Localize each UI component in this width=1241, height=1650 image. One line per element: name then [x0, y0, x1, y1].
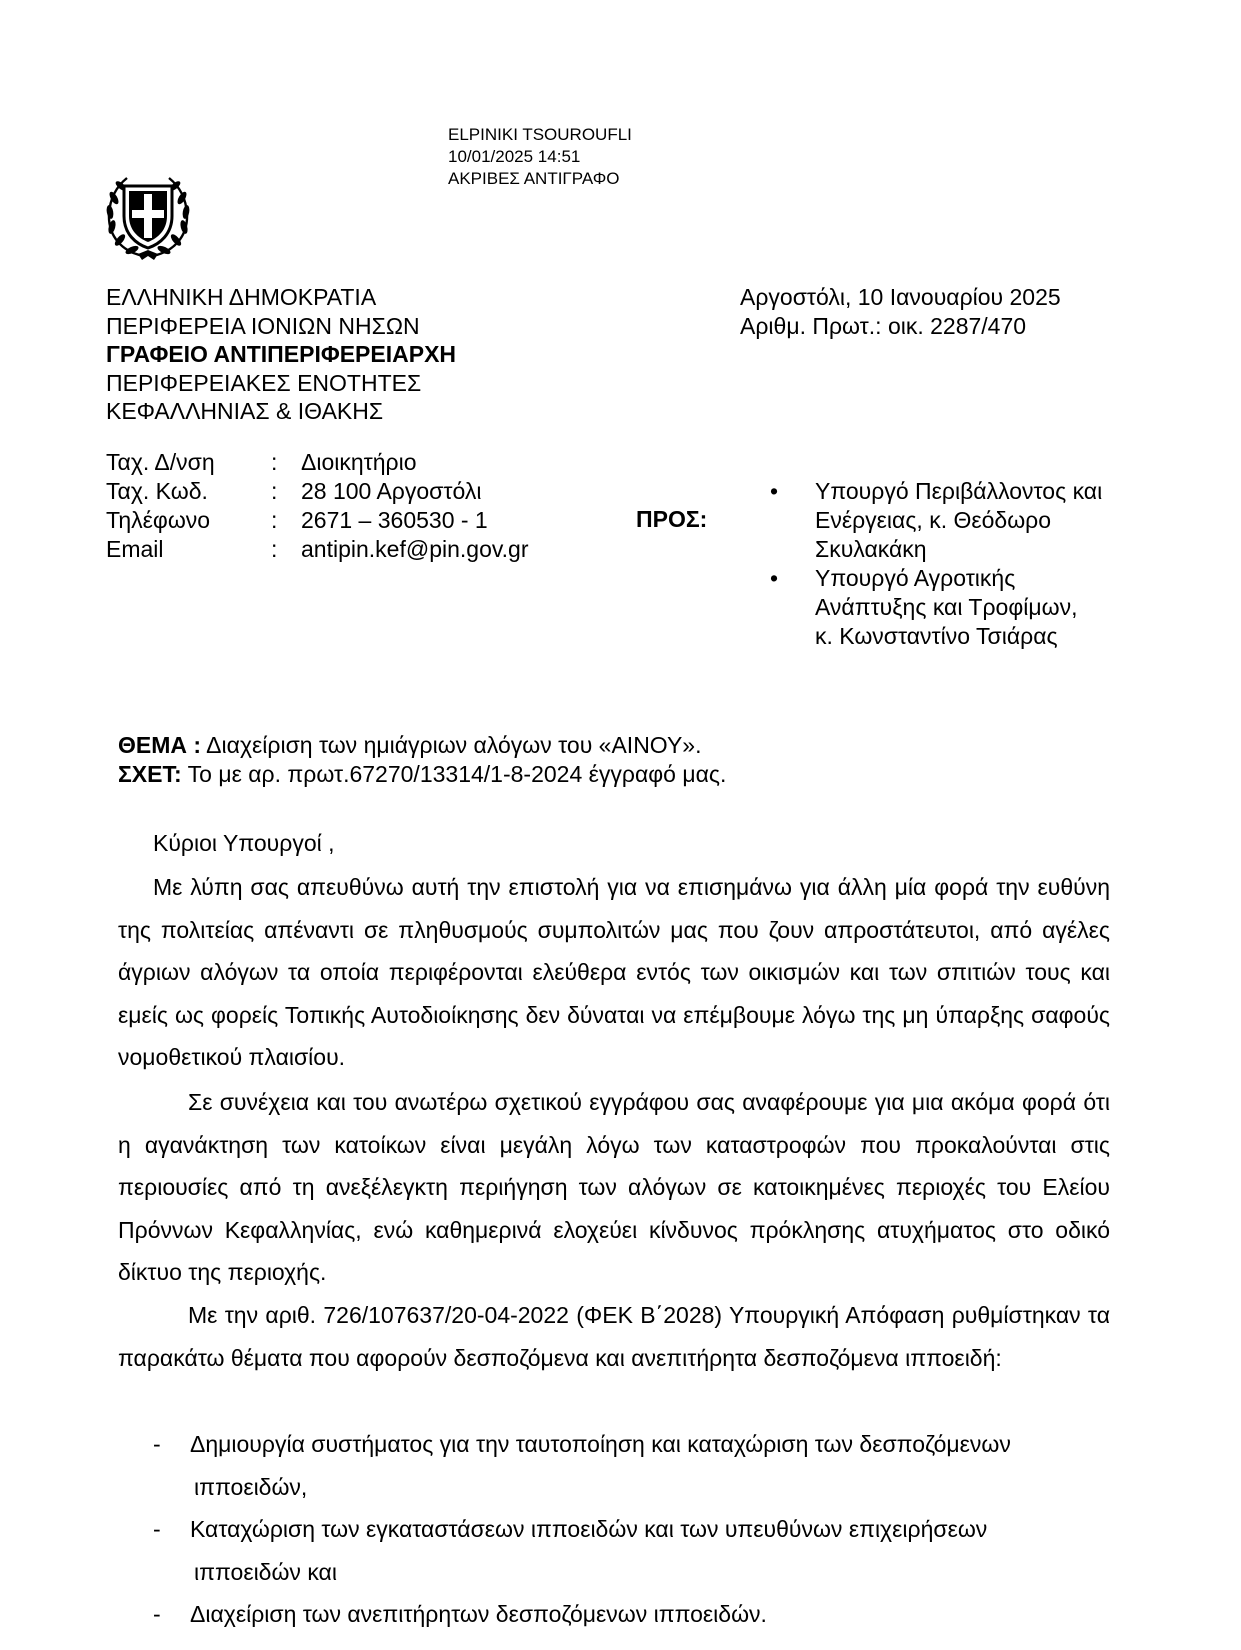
signature-datetime: 10/01/2025 14:51	[448, 147, 581, 166]
issuer-units-names: ΚΕΦΑΛΛΗΝΙΑΣ & ΙΘΑΚΗΣ	[106, 398, 384, 424]
contact-label: Τηλέφωνο	[106, 507, 211, 533]
recipients-label: ΠΡΟΣ:	[636, 506, 708, 532]
issuer-block	[106, 283, 456, 426]
recipient-line: κ. Κωνσταντίνο Τσιάρας	[815, 623, 1058, 649]
contact-email: antipin.kef@pin.gov.gr	[301, 536, 529, 562]
greek-coat-of-arms-icon	[104, 172, 192, 262]
bullet-icon: •	[770, 565, 779, 591]
contact-label: Ταχ. Δ/νση	[106, 449, 215, 475]
issuer-units: ΠΕΡΙΦΕΡΕΙΑΚΕΣ ΕΝΟΤΗΤΕΣ	[106, 369, 422, 396]
reference-line	[118, 760, 726, 789]
bullet-icon: •	[770, 478, 779, 504]
recipient-line: Υπουργό Αγροτικής	[815, 565, 1016, 591]
contact-label: Email	[106, 536, 164, 562]
subject-block	[118, 731, 726, 789]
list-item-text: Καταχώριση των εγκαταστάσεων ιπποειδών και των υπευθύνων επιχειρήσεων	[190, 1516, 988, 1542]
contact-row-phone	[106, 506, 529, 535]
contact-colon: :	[271, 536, 278, 562]
list-dash: -	[153, 1601, 161, 1627]
contact-row-postcode	[106, 477, 529, 506]
recipient-line: Υπουργό Περιβάλλοντος και	[815, 478, 1103, 504]
contact-row-address	[106, 448, 529, 477]
list-item	[153, 1593, 1110, 1636]
list-item-continuation: ιπποειδών και	[194, 1558, 337, 1585]
list-item-text: Δημιουργία συστήματος για την ταυτοποίηση και καταχώριση των δεσποζόμενων	[190, 1431, 1011, 1457]
measures-list	[153, 1423, 1110, 1636]
contact-label: Ταχ. Κωδ.	[106, 478, 208, 504]
protocol-number: Αριθμ. Πρωτ.: οικ. 2287/470	[740, 312, 1027, 339]
place-date: Αργοστόλι, 10 Ιανουαρίου 2025	[740, 284, 1061, 310]
subject-text: Διαχείριση των ημιάγριων αλόγων του «ΑΙΝΟΥ».	[201, 732, 702, 758]
contact-colon: :	[271, 478, 278, 504]
body-paragraph: Σε συνέχεια και του ανωτέρω σχετικού εγγράφου σας αναφέρουμε για μια ακόμα φορά ότι η αγανάκτηση των κατοίκων είναι μεγάλη λόγω των καταστροφών που προκαλούνται στις περιουσίες από τη ανεξέλεγκτη περιήγηση των αλόγων σε κατοικημένες περιοχές του Ελείου Πρόννων Κεφαλληνίας, ενώ καθημερινά ελοχεύει κίνδυνος πρόκλησης ατυχήματος στο οδικό δίκτυο της περιοχής.	[118, 1089, 1110, 1285]
date-protocol-block	[740, 283, 1061, 340]
list-item-continuation: ιπποειδών,	[194, 1473, 308, 1500]
contact-row-email	[106, 535, 529, 564]
contact-details	[106, 448, 529, 564]
body-paragraph: Με την αριθ. 726/107637/20-04-2022 (ΦΕΚ Β΄2028) Υπουργική Απόφαση ρυθμίστηκαν τα παρακάτω θέματα που αφορούν δεσποζόμενα και ανεπιτήρητα δεσποζόμενα ιπποειδή:	[118, 1302, 1110, 1371]
list-item-text: Διαχείριση των ανεπιτήρητων δεσποζόμενων ιπποειδών.	[190, 1601, 767, 1627]
list-dash: -	[153, 1516, 161, 1542]
body-paragraph: Με λύπη σας απευθύνω αυτή την επιστολή για να επισημάνω για άλλη μία φορά την ευθύνη της πολιτείας απέναντι σε πληθυσμούς συμπολιτών μας που ζουν απροστάτευτοι, από αγέλες άγριων αλόγων τα οποία περιφέρονται ελεύθερα εντός των οικισμών και των σπιτιών τους και εμείς ως φορείς Τοπικής Αυτοδιοίκησης δεν δύναται να επέμβουμε λόγω της μη ύπαρξης σαφούς νομοθετικού πλαισίου.	[118, 874, 1110, 1070]
reference-label: ΣΧΕΤ:	[118, 761, 182, 787]
list-dash: -	[153, 1431, 161, 1457]
subject-line	[118, 731, 726, 760]
recipient-line: Σκυλακάκη	[815, 536, 927, 562]
copy-note: ΑΚΡΙΒΕΣ ΑΝΤΙΓΡΑΦΟ	[448, 169, 620, 188]
recipient-item	[770, 564, 1102, 651]
issuer-country: ΕΛΛΗΝΙΚΗ ΔΗΜΟΚΡΑΤΙΑ	[106, 284, 377, 310]
subject-label: ΘΕΜΑ :	[118, 732, 202, 758]
contact-value: Διοικητήριο	[301, 449, 417, 475]
list-item	[153, 1423, 1110, 1508]
contact-value: 28 100 Αργοστόλι	[301, 478, 482, 504]
contact-value: 2671 – 360530 - 1	[301, 507, 488, 533]
reference-text: Το με αρ. πρωτ.67270/13314/1-8-2024 έγγραφό μας.	[181, 761, 727, 787]
signature-stamp	[448, 124, 632, 190]
list-item	[153, 1508, 1110, 1593]
contact-colon: :	[271, 507, 278, 533]
recipients-list	[770, 477, 1102, 651]
recipient-item	[770, 477, 1102, 564]
contact-colon: :	[271, 449, 278, 475]
recipient-line: Ενέργειας, κ. Θεόδωρο	[815, 507, 1052, 533]
signer-name: ELPINIKI TSOUROUFLI	[448, 125, 632, 144]
issuer-office: ΓΡΑΦΕΙΟ ΑΝΤΙΠΕΡΙΦΕΡΕΙΑΡΧΗ	[106, 341, 457, 367]
issuer-region: ΠΕΡΙΦΕΡΕΙΑ ΙΟΝΙΩΝ ΝΗΣΩΝ	[106, 312, 420, 339]
greeting: Κύριοι Υπουργοί ,	[153, 830, 335, 856]
recipient-line: Ανάπτυξης και Τροφίμων,	[815, 594, 1078, 620]
